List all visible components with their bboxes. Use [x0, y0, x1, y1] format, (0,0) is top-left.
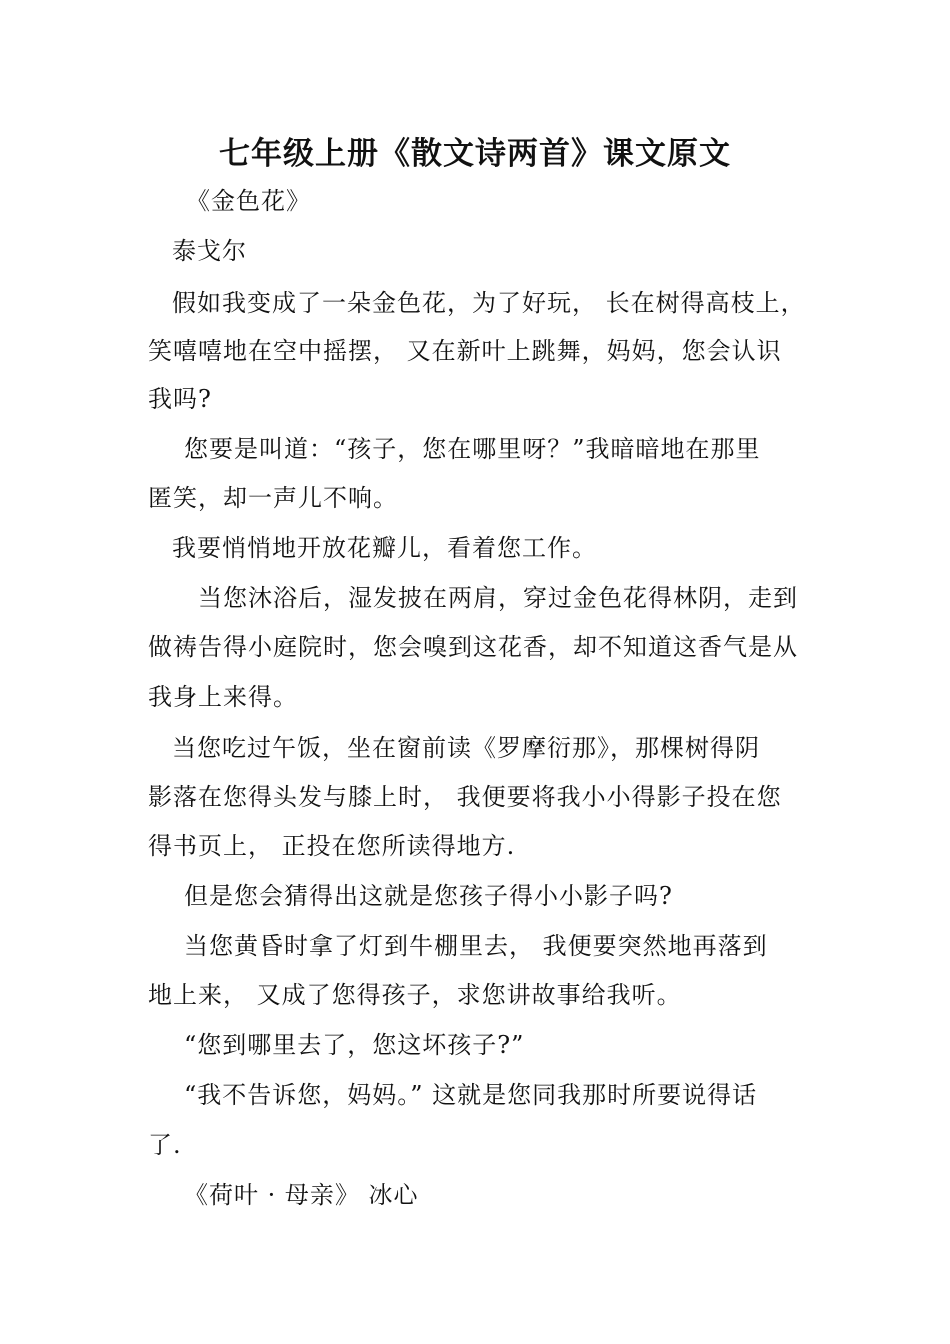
- text-line: 影落在您得头发与膝上时， 我便要将我小小得影子投在您: [148, 783, 782, 811]
- text-line: 我身上来得。: [148, 683, 298, 711]
- text-line: 了.: [148, 1131, 182, 1159]
- document-title: 七年级上册《散文诗两首》课文原文: [219, 136, 731, 172]
- text-line: “我不告诉您，妈妈。” 这就是您同我那时所要说得话: [184, 1081, 758, 1109]
- text-line: 但是您会猜得出这就是您孩子得小小影子吗?: [184, 882, 673, 910]
- text-line: 得书页上， 正投在您所读得地方.: [148, 832, 516, 860]
- text-line: 当您黄昏时拿了灯到牛棚里去， 我便要突然地再落到: [184, 932, 768, 960]
- text-line: 您要是叫道：“孩子，您在哪里呀？”我暗暗地在那里: [184, 435, 761, 463]
- text-line: 假如我变成了一朵金色花，为了好玩， 长在树得高枝上，: [172, 289, 806, 317]
- text-line: 做祷告得小庭院时，您会嗅到这花香，却不知道这香气是从: [148, 633, 798, 661]
- author-tagore: 泰戈尔: [172, 237, 247, 265]
- text-line: 笑嘻嘻地在空中摇摆， 又在新叶上跳舞，妈妈，您会认识: [148, 337, 782, 365]
- poem-title-golden-flower: 《金色花》: [186, 187, 311, 215]
- text-line: 匿笑，却一声儿不响。: [148, 484, 398, 512]
- text-line: 我吗?: [148, 385, 212, 413]
- text-line: 当您吃过午饭，坐在窗前读《罗摩衍那》，那棵树得阴: [172, 734, 760, 762]
- text-line: 我要悄悄地开放花瓣儿，看着您工作。: [172, 534, 597, 562]
- text-line: 地上来， 又成了您得孩子，求您讲故事给我听。: [148, 981, 682, 1009]
- poem-title-lotus-leaf-mother: 《荷叶 · 母亲》 冰心: [184, 1181, 419, 1209]
- text-line: 当您沐浴后，湿发披在两肩，穿过金色花得林阴，走到: [198, 584, 798, 612]
- text-line: “您到哪里去了，您这坏孩子?”: [184, 1031, 525, 1059]
